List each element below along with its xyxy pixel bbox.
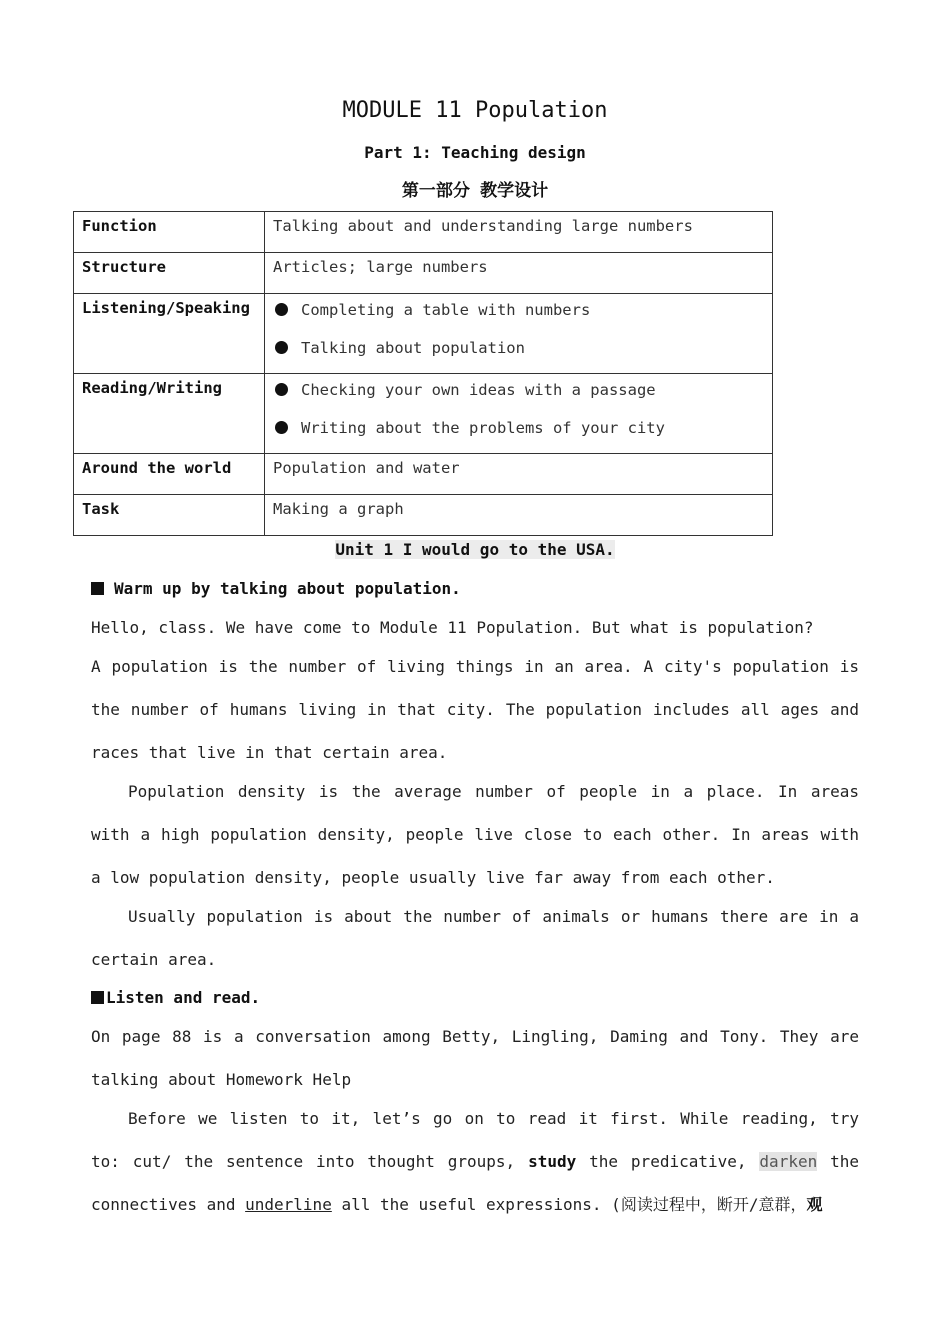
bullet-item: Completing a table with numbers	[273, 299, 764, 321]
row-label: Function	[74, 212, 265, 253]
table-row	[74, 253, 773, 294]
warmup-paragraph: Population density is the average number of people in a place. In areas with a high population density, people live close to each other. In areas with a low population density, people usually live far away from each other.	[91, 782, 859, 887]
row-value: Articles; large numbers	[265, 253, 773, 294]
underline-keyword: underline	[245, 1195, 332, 1214]
study-keyword: study	[528, 1152, 577, 1171]
row-label: Structure	[74, 253, 265, 294]
square-bullet-icon	[91, 991, 104, 1004]
bullet-dot-icon	[275, 303, 288, 316]
listen-paragraph: Before we listen to it, let’s go on to read it first. While reading, try to: cut/ the sentence into thought groups, study the predicative, darken the connectives and underline all the useful expressions. (阅读过程中，断开/意群，观	[91, 1109, 860, 1214]
warmup-paragraph: Hello, class. We have come to Module 11 Population. But what is population?	[91, 618, 814, 637]
table-row	[74, 454, 773, 495]
row-label: Task	[74, 495, 265, 536]
bullet-dot-icon	[275, 383, 288, 396]
bullet-item: Writing about the problems of your city	[273, 417, 764, 439]
unit-title: Unit 1 I would go to the USA.	[335, 540, 615, 559]
row-label: Around the world	[74, 454, 265, 495]
part-subtitle: Part 1: Teaching design	[364, 143, 586, 162]
bullet-item: Talking about population	[273, 337, 764, 359]
bullet-item: Checking your own ideas with a passage	[273, 379, 764, 401]
row-value: Talking about and understanding large numbers	[265, 212, 773, 253]
darken-keyword: darken	[759, 1152, 818, 1171]
teaching-design-table	[73, 211, 773, 536]
part-subtitle-chinese: 第一部分 教学设计	[401, 181, 549, 201]
listen-heading: Listen and read.	[91, 988, 260, 1007]
table-row	[74, 212, 773, 253]
warmup-paragraph: Usually population is about the number of animals or humans there are in a certain area.	[91, 907, 859, 969]
table-row	[74, 294, 773, 374]
warmup-paragraph: A population is the number of living things in an area. A city's population is the number of humans living in that city. The population includes all ages and races that live in that certain area.	[91, 657, 859, 762]
bullet-dot-icon	[275, 341, 288, 354]
row-value: Population and water	[265, 454, 773, 495]
table-row	[74, 374, 773, 454]
row-label: Listening/Speaking	[74, 294, 265, 374]
row-value: Making a graph	[265, 495, 773, 536]
row-label: Reading/Writing	[74, 374, 265, 454]
listen-paragraph: On page 88 is a conversation among Betty, Lingling, Daming and Tony. They are talking about Homework Help	[91, 1027, 859, 1089]
bullet-dot-icon	[275, 421, 288, 434]
table-row	[74, 495, 773, 536]
row-value	[265, 294, 773, 374]
warmup-heading: Warm up by talking about population.	[91, 579, 461, 598]
row-value	[265, 374, 773, 454]
square-bullet-icon	[91, 582, 104, 595]
module-title: MODULE 11 Population	[342, 98, 608, 123]
